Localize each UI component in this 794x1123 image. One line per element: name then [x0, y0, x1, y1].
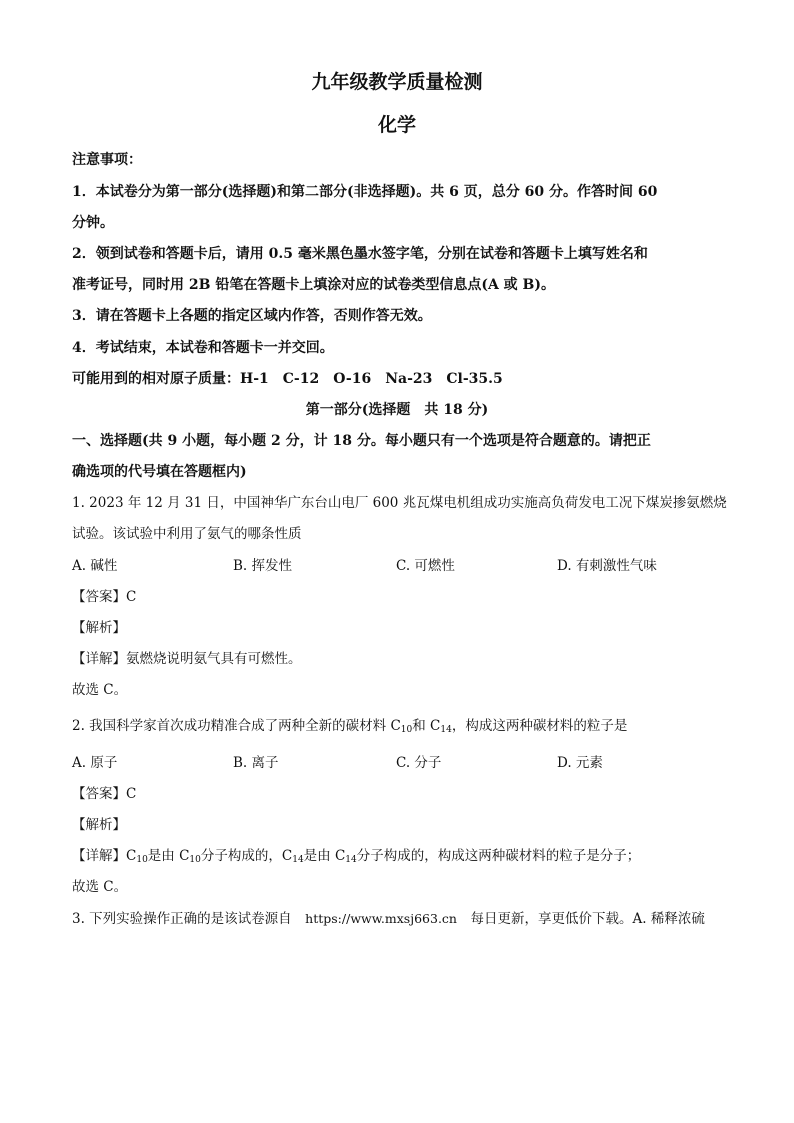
q2-detail — [72, 846, 640, 866]
q2-detail-p2: 是由 C — [147, 848, 190, 864]
q2-option-c: C. 分子 — [396, 755, 442, 771]
q2-stem-pre: 2. 我国科学家首次成功精准合成了两种全新的碳材料 C — [72, 718, 401, 734]
q2-conclusion: 故选 C。 — [72, 879, 128, 895]
q1-option-d: D. 有刺激性气味 — [557, 558, 657, 574]
q2-option-b: B. 离子 — [233, 755, 279, 771]
q2-option-a: A. 原子 — [72, 755, 118, 771]
q1-conclusion: 故选 C。 — [72, 682, 128, 698]
q1-answer — [72, 587, 136, 607]
q2-detail-s1: 10 — [136, 855, 148, 865]
q1-option-a: A. 碱性 — [72, 558, 118, 574]
q2-stem-post: ，构成这两种碳材料的粒子是 — [451, 718, 628, 734]
notice-item-3: 3．请在答题卡上各题的指定区域内作答，否则作答无效。 — [72, 308, 432, 324]
q1-stem-line1: 1. 2023 年 12 月 31 日，中国神华广东台山电厂 600 兆瓦煤电机组成功实施高负荷发电工况下煤炭掺氨燃烧 — [72, 495, 727, 511]
page-title: 九年级教学质量检测 — [311, 71, 483, 93]
q2-stem-mid: 和 C — [412, 718, 441, 734]
q1-option-b: B. 挥发性 — [233, 558, 293, 574]
q2-answer — [72, 784, 136, 804]
answer-label: 【答案】 — [72, 786, 126, 802]
q2-detail-s4: 14 — [345, 855, 357, 865]
notice-item-1-line1: 1．本试卷分为第一部分(选择题)和第二部分(非选择题)。共 6 页，总分 60 分。作答时间 60 — [72, 184, 658, 200]
notice-item-2-line1: 2．领到试卷和答题卡后，请用 0.5 毫米黑色墨水签字笔，分别在试卷和答题卡上填写姓名和 — [72, 246, 648, 262]
part1-heading: 第一部分(选择题 共 18 分) — [305, 402, 489, 418]
q3-stem-pre: 3. 下列实验操作正确的是该试卷源自 — [72, 911, 306, 927]
q3-stem — [72, 909, 705, 929]
notice-item-4: 4．考试结束，本试卷和答题卡一并交回。 — [72, 340, 334, 356]
q1-detail — [72, 649, 302, 669]
section-instructions-line1: 一、选择题(共 9 小题，每小题 2 分，计 18 分。每小题只有一个选项是符合题意的。请把正 — [72, 433, 651, 449]
notice-item-2-line2: 准考证号，同时用 2B 铅笔在答题卡上填涂对应的试卷类型信息点(A 或 B)。 — [72, 277, 556, 293]
q1-option-c: C. 可燃性 — [396, 558, 455, 574]
notice-item-1-line2: 分钟。 — [72, 215, 114, 231]
q2-analysis-label: 【解析】 — [72, 817, 126, 833]
q2-detail-p5: 分子构成的，构成这两种碳材料的粒子是分子； — [356, 848, 641, 864]
answer-label: 【答案】 — [72, 589, 126, 605]
q3-stem-post: 每日更新，享更低价下载。A. 稀释浓硫 — [457, 911, 705, 927]
section-instructions-line2: 确选项的代号填在答题框内) — [72, 464, 247, 480]
q2-stem — [72, 716, 627, 736]
q1-analysis-label: 【解析】 — [72, 620, 126, 636]
q2-sub-10: 10 — [400, 725, 413, 735]
subject-title: 化学 — [377, 114, 416, 136]
atomic-masses: 可能用到的相对原子质量：H-1 C-12 O-16 Na-23 Cl-35.5 — [72, 371, 503, 387]
q2-answer-value: C — [126, 786, 137, 802]
q2-detail-p1: C — [126, 848, 137, 864]
q2-sub-14: 14 — [440, 725, 452, 735]
q2-detail-p3: 分子构成的，C — [200, 848, 293, 864]
q2-option-d: D. 元素 — [557, 755, 603, 771]
detail-label: 【详解】 — [72, 848, 126, 864]
q1-detail-text: 氨燃烧说明氨气具有可燃性。 — [126, 651, 302, 667]
q1-stem-line2: 试验。该试验中利用了氨气的哪条性质 — [72, 526, 302, 542]
source-link[interactable]: https://www.mxsj663.cn — [305, 911, 457, 926]
q2-detail-p4: 是由 C — [303, 848, 346, 864]
q2-detail-s2: 10 — [189, 855, 201, 865]
q1-answer-value: C — [126, 589, 137, 605]
detail-label: 【详解】 — [72, 651, 126, 667]
notice-heading: 注意事项： — [72, 152, 142, 168]
q2-detail-s3: 14 — [292, 855, 304, 865]
